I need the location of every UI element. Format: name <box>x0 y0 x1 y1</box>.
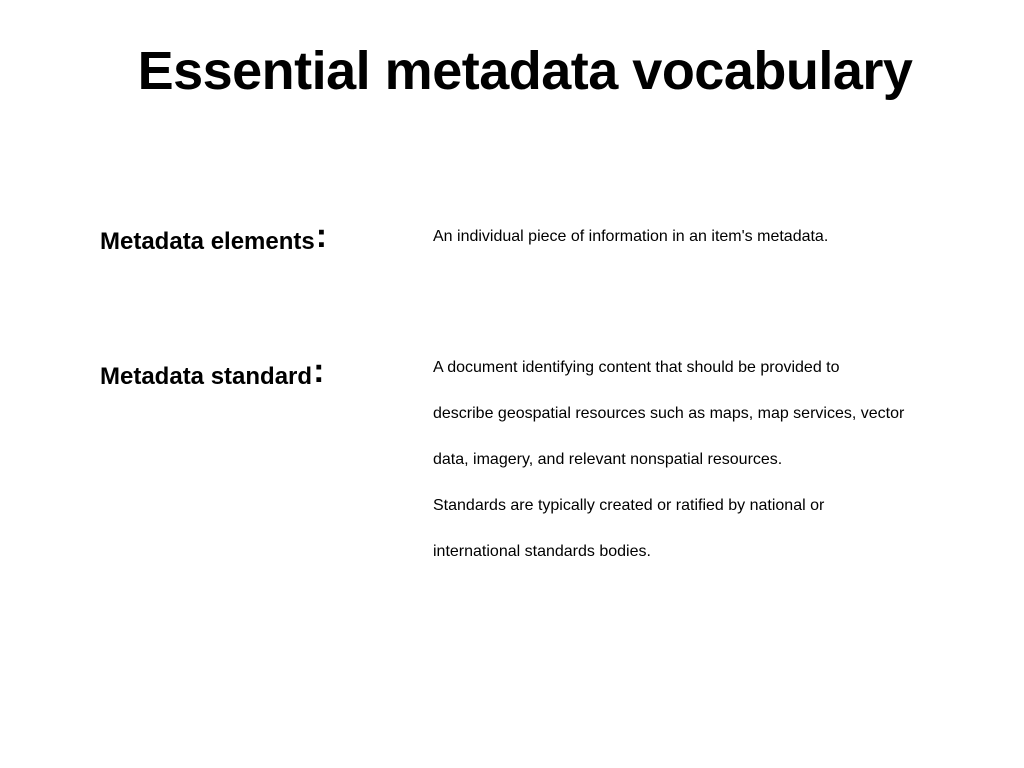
definition-line: A document identifying content that should be provided to <box>433 359 840 376</box>
term-metadata-standard <box>100 352 325 391</box>
definition-line: international standards bodies. <box>433 543 651 560</box>
definition-line: describe geospatial resources such as maps, map services, vector <box>433 405 905 422</box>
term-colon: : <box>315 217 328 255</box>
term-metadata-elements <box>100 217 328 256</box>
definition-line: data, imagery, and relevant nonspatial resources. <box>433 451 783 468</box>
term-label: Metadata elements <box>100 228 315 255</box>
definition-line: An individual piece of information in an item's metadata. <box>433 228 829 245</box>
definition-line: Standards are typically created or ratified by national or <box>433 497 825 514</box>
term-colon: : <box>313 352 325 390</box>
slide-title: Essential metadata vocabulary <box>137 41 913 101</box>
term-label: Metadata standard <box>100 363 313 390</box>
